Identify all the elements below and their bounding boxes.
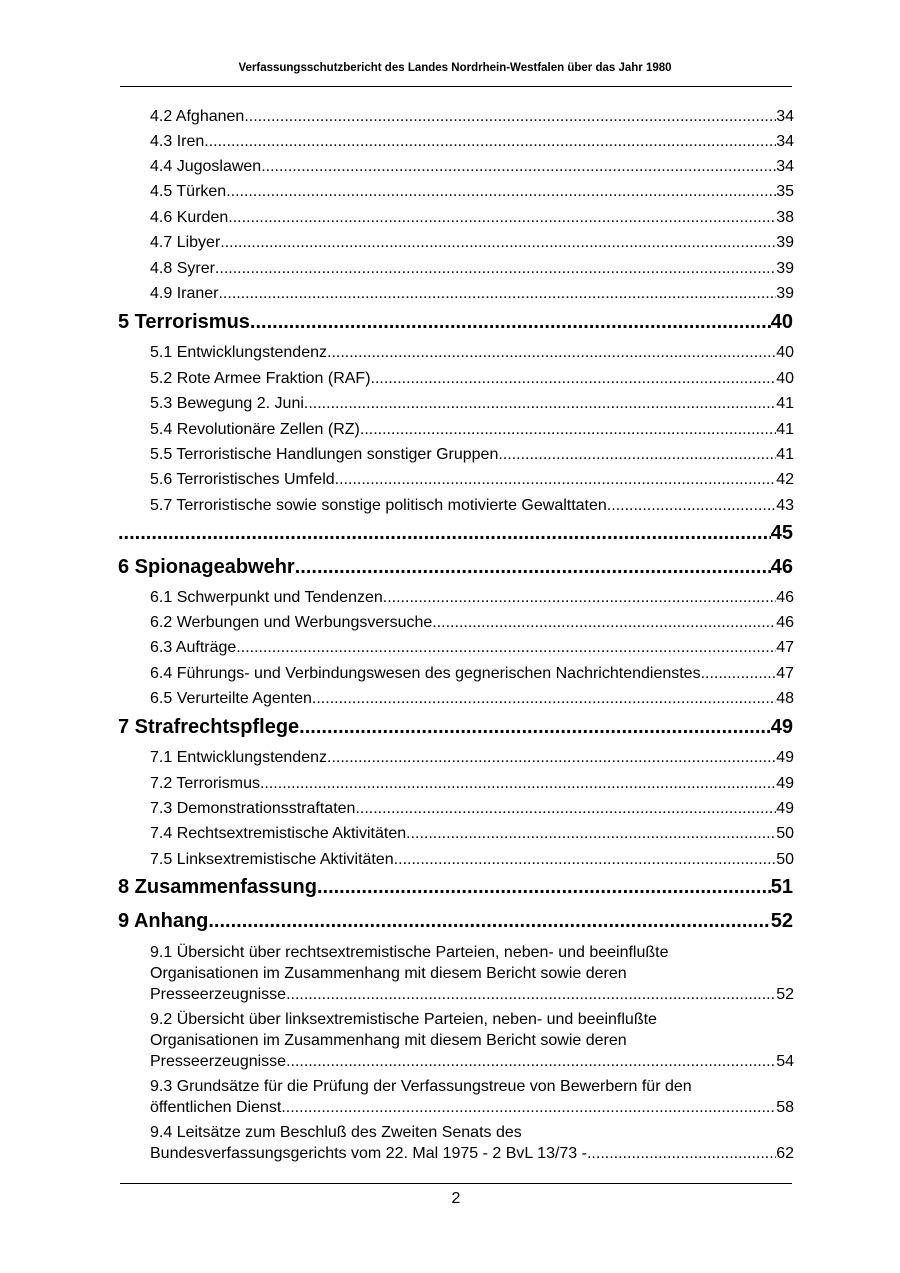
toc-leader-dots [286, 1051, 776, 1072]
toc-entry-title: 4.4 Jugoslawen [150, 158, 262, 175]
toc-entry-page: 40 [776, 344, 794, 361]
toc-chapter-9[interactable] [118, 908, 793, 934]
toc-entry-title: 7.3 Demonstrationsstraftaten [150, 800, 356, 817]
toc-leader-dots [261, 157, 776, 177]
toc-entry-page: 34 [776, 108, 794, 125]
toc-leader-dots [312, 689, 776, 709]
toc-entry-title-line: Organisationen im Zusammenhang mit diesem Bericht sowie deren [150, 1032, 627, 1049]
toc-entry-title-line: 9.4 Leitsätze zum Beschluß des Zweiten Senats des [150, 1124, 522, 1141]
toc-entry-title: 4.3 Iren [150, 133, 205, 150]
toc-chapter-untitled[interactable] [118, 520, 793, 546]
toc-leader-dots [327, 343, 776, 363]
toc-entry-6-2[interactable] [150, 613, 794, 633]
toc-entry-title: 5.4 Revolutionäre Zellen (RZ) [150, 421, 360, 438]
toc-leader-dots [226, 182, 776, 202]
toc-entry-title: 5.3 Bewegung 2. Juni [150, 395, 304, 412]
toc-entry-5-3[interactable] [150, 394, 794, 414]
toc-entry-title: 5.7 Terroristische sowie sonstige politisch motivierte Gewalttaten [150, 497, 607, 514]
toc-leader-dots [281, 1097, 776, 1118]
toc-entry-4-5[interactable] [150, 182, 794, 202]
toc-entry-title: 7.2 Terrorismus [150, 775, 260, 792]
toc-entry-title-line: Presseerzeugnisse [150, 986, 287, 1003]
toc-entry-title: 4.9 Iraner [150, 285, 219, 302]
toc-entry-page: 58 [776, 1099, 794, 1116]
toc-entry-page: 49 [776, 800, 794, 817]
toc-entry-7-4[interactable] [150, 824, 794, 844]
toc-leader-dots [394, 850, 777, 870]
toc-entry-5-5[interactable] [150, 445, 794, 465]
toc-entry-title-line: Bundesverfassungsgerichts vom 22. Mal 1975 - 2 BvL 13/73 - [150, 1145, 587, 1162]
toc-leader-dots [260, 774, 776, 794]
toc-entry-5-7[interactable] [150, 496, 794, 516]
toc-entry-page: 46 [770, 556, 793, 578]
toc-entry-title-line: Organisationen im Zusammenhang mit diesem Bericht sowie deren [150, 965, 627, 982]
toc-entry-page: 40 [770, 311, 793, 333]
toc-entry-4-7[interactable] [150, 233, 794, 253]
toc-leader-dots [360, 420, 776, 440]
toc-leader-dots [215, 259, 776, 279]
toc-leader-dots [406, 824, 776, 844]
toc-leader-dots [383, 588, 776, 608]
toc-entry-9-4[interactable] [150, 1122, 794, 1164]
toc-entry-title: 7.4 Rechtsextremistische Aktivitäten [150, 825, 407, 842]
toc-entry-page: 41 [776, 395, 794, 412]
toc-entry-6-1[interactable] [150, 588, 794, 608]
toc-entry-5-2[interactable] [150, 369, 794, 389]
footer-rule [120, 1183, 792, 1184]
toc-chapter-5[interactable] [118, 309, 793, 335]
toc-leader-dots [236, 638, 776, 658]
toc-entry-title-line: 9.3 Grundsätze für die Prüfung der Verfassungstreue von Bewerbern für den [150, 1078, 692, 1095]
toc-leader-dots [295, 554, 771, 580]
toc-entry-page: 40 [776, 370, 794, 387]
toc-leader-dots [317, 874, 771, 900]
toc-leader-dots [244, 107, 776, 127]
toc-entry-title: 5.1 Entwicklungstendenz [150, 344, 327, 361]
toc-leader-dots [228, 208, 776, 228]
toc-entry-title: 7 Strafrechtspflege [118, 716, 300, 738]
toc-entry-title-line: Presseerzeugnisse [150, 1053, 287, 1070]
toc-entry-title: 6.5 Verurteilte Agenten [150, 690, 312, 707]
toc-entry-page: 49 [770, 716, 793, 738]
toc-entry-4-8[interactable] [150, 259, 794, 279]
toc-entry-page: 34 [776, 158, 794, 175]
toc-leader-dots [218, 284, 776, 304]
toc-entry-page: 48 [776, 690, 794, 707]
toc-entry-title: 4.7 Libyer [150, 234, 221, 251]
toc-entry-6-4[interactable] [150, 664, 794, 684]
toc-leader-dots [498, 445, 776, 465]
toc-entry-page: 43 [776, 497, 794, 514]
toc-entry-9-3[interactable] [150, 1076, 794, 1118]
toc-entry-page: 34 [776, 133, 794, 150]
toc-entry-page: 45 [770, 522, 793, 544]
toc-entry-title: 8 Zusammenfassung [118, 876, 317, 898]
toc-entry-5-4[interactable] [150, 420, 794, 440]
toc-entry-7-2[interactable] [150, 774, 794, 794]
toc-entry-title: 5.5 Terroristische Handlungen sonstiger Gruppen [150, 446, 499, 463]
toc-leader-dots [335, 470, 777, 490]
toc-entry-page: 41 [776, 446, 794, 463]
toc-entry-title: 7.5 Linksextremistische Aktivitäten [150, 851, 394, 868]
toc-leader-dots [587, 1143, 776, 1164]
toc-entry-title: 5.6 Terroristisches Umfeld [150, 471, 335, 488]
toc-leader-dots [327, 748, 776, 768]
toc-entry-7-1[interactable] [150, 748, 794, 768]
toc-entry-title-line: öffentlichen Dienst [150, 1099, 282, 1116]
toc-entry-page: 35 [776, 183, 794, 200]
toc-leader-dots [204, 132, 776, 152]
toc-entry-page: 49 [776, 749, 794, 766]
toc-entry-4-9[interactable] [150, 284, 794, 304]
toc-entry-5-6[interactable] [150, 470, 794, 490]
toc-entry-title: 5 Terrorismus [118, 311, 250, 333]
toc-entry-6-3[interactable] [150, 638, 794, 658]
toc-entry-title: 4.6 Kurden [150, 209, 229, 226]
toc-leader-dots [286, 984, 776, 1005]
toc-entry-page: 46 [776, 614, 794, 631]
toc-entry-5-1[interactable] [150, 343, 794, 363]
toc-entry-page: 47 [776, 665, 794, 682]
toc-entry-title: 4.2 Afghanen [150, 108, 245, 125]
toc-leader-dots [118, 520, 771, 546]
toc-entry-page: 50 [776, 851, 794, 868]
toc-chapter-8[interactable] [118, 874, 793, 900]
toc-entry-page: 51 [770, 876, 793, 898]
toc-entry-page: 42 [776, 471, 794, 488]
toc-entry-9-1[interactable] [150, 942, 794, 1005]
toc-chapter-6[interactable] [118, 554, 793, 580]
toc-entry-page: 49 [776, 775, 794, 792]
toc-chapter-7[interactable] [118, 714, 793, 740]
toc-entry-page: 39 [776, 260, 794, 277]
toc-entry-title: 6.2 Werbungen und Werbungsversuche [150, 614, 433, 631]
toc-entry-4-4[interactable] [150, 157, 794, 177]
toc-entry-title: 7.1 Entwicklungstendenz [150, 749, 327, 766]
toc-leader-dots [701, 664, 777, 684]
page-number: 2 [451, 1190, 461, 1207]
toc-entry-page: 52 [776, 986, 794, 1003]
toc-entry-6-5[interactable] [150, 689, 794, 709]
toc-entry-page: 39 [776, 234, 794, 251]
toc-entry-title: 6.3 Aufträge [150, 639, 237, 656]
toc-entry-4-3[interactable] [150, 132, 794, 152]
toc-entry-7-3[interactable] [150, 799, 794, 819]
toc-leader-dots [371, 369, 777, 389]
toc-entry-title-line: 9.1 Übersicht über rechtsextremistische Parteien, neben- und beeinflußte [150, 944, 669, 961]
toc-entry-7-5[interactable] [150, 850, 794, 870]
toc-entry-title-line: 9.2 Übersicht über linksextremistische Parteien, neben- und beeinflußte [150, 1011, 657, 1028]
toc-entry-9-2[interactable] [150, 1009, 794, 1072]
toc-entry-title: 6.1 Schwerpunkt und Tendenzen [150, 589, 383, 606]
toc-entry-page: 52 [770, 910, 793, 932]
toc-entry-page: 54 [776, 1053, 794, 1070]
toc-leader-dots [355, 799, 776, 819]
running-header: Verfassungsschutzbericht des Landes Nordrhein-Westfalen über das Jahr 1980 [238, 62, 672, 74]
toc-leader-dots [220, 233, 776, 253]
toc-leader-dots [432, 613, 776, 633]
toc-leader-dots [208, 908, 770, 934]
toc-leader-dots [304, 394, 776, 414]
toc-entry-title: 9 Anhang [118, 910, 209, 932]
toc-entry-page: 47 [776, 639, 794, 656]
toc-leader-dots [607, 496, 776, 516]
toc-entry-4-2[interactable] [150, 107, 794, 127]
toc-entry-page: 62 [776, 1145, 794, 1162]
toc-leader-dots [299, 714, 771, 740]
toc-entry-title: 4.5 Türken [150, 183, 227, 200]
toc-entry-title: 5.2 Rote Armee Fraktion (RAF) [150, 370, 371, 387]
toc-entry-title: 6.4 Führungs- und Verbindungswesen des gegnerischen Nachrichtendienstes [150, 665, 701, 682]
toc-entry-page: 41 [776, 421, 794, 438]
toc-entry-page: 38 [776, 209, 794, 226]
toc-entry-title: 6 Spionageabwehr [118, 556, 295, 578]
toc-entry-4-6[interactable] [150, 208, 794, 228]
toc-entry-page: 50 [776, 825, 794, 842]
toc-entry-title: 4.8 Syrer [150, 260, 215, 277]
toc-leader-dots [250, 309, 771, 335]
toc-entry-page: 46 [776, 589, 794, 606]
toc-entry-page: 39 [776, 285, 794, 302]
